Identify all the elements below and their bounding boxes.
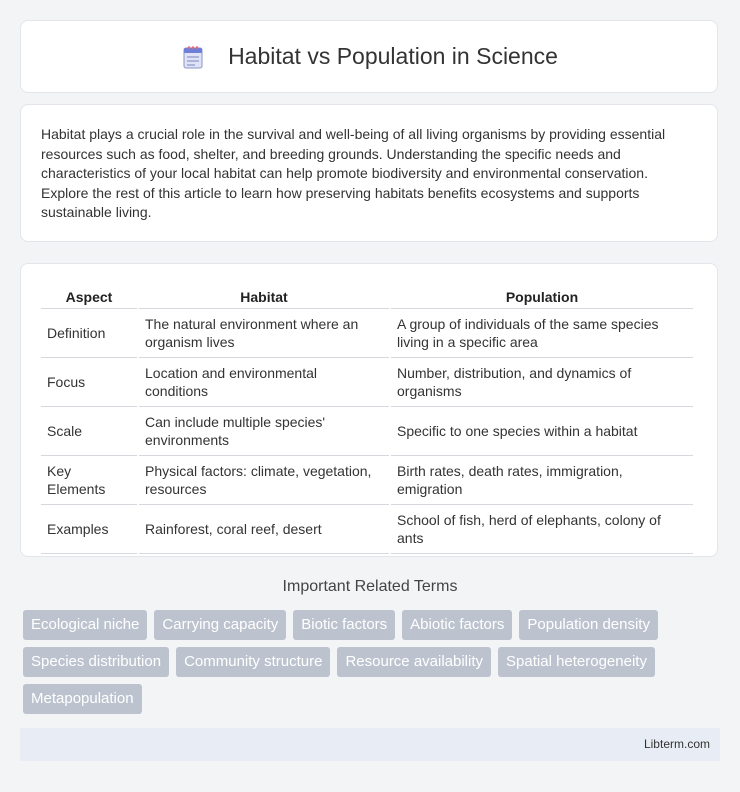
- cell-aspect: Scale: [41, 407, 137, 456]
- cell-aspect: Definition: [41, 309, 137, 358]
- comparison-table-card: [20, 263, 718, 557]
- intro-text: Habitat plays a crucial role in the survival and well-being of all living organisms by providing essential resources such as food, shelter, and breeding grounds. Understanding the specific needs and characteristics of your local habitat can help promote biodiversity and environmental conservation. Explore the rest of this article to learn how preserving habitats benefits ecosystems and supports sustainable living.: [41, 126, 666, 221]
- table-row: [41, 407, 693, 456]
- related-term-tag[interactable]: Ecological niche: [23, 610, 147, 640]
- related-term-tag[interactable]: Carrying capacity: [154, 610, 286, 640]
- comparison-table: [39, 284, 695, 554]
- header-population: Population: [391, 284, 693, 309]
- cell-population: A group of individuals of the same species living in a specific area: [391, 309, 693, 358]
- footer-brand[interactable]: Libterm.com: [643, 737, 710, 751]
- table-row: [41, 505, 693, 554]
- related-term-tag[interactable]: Metapopulation: [23, 684, 142, 714]
- table-row: [41, 456, 693, 505]
- cell-population: Specific to one species within a habitat: [391, 407, 693, 456]
- cell-habitat: The natural environment where an organism lives: [139, 309, 389, 358]
- header-aspect: Aspect: [41, 284, 137, 309]
- footer: [20, 728, 720, 761]
- header-habitat: Habitat: [139, 284, 389, 309]
- cell-aspect: Focus: [41, 358, 137, 407]
- related-term-tag[interactable]: Biotic factors: [293, 610, 395, 640]
- cell-population: Birth rates, death rates, immigration, emigration: [391, 456, 693, 505]
- cell-population: Number, distribution, and dynamics of organisms: [391, 358, 693, 407]
- cell-habitat: Physical factors: climate, vegetation, resources: [139, 456, 389, 505]
- notepad-icon: [180, 44, 206, 70]
- related-term-tag[interactable]: Spatial heterogeneity: [498, 647, 655, 677]
- cell-aspect: Key Elements: [41, 456, 137, 505]
- cell-habitat: Can include multiple species' environments: [139, 407, 389, 456]
- related-term-tag[interactable]: Community structure: [176, 647, 330, 677]
- page-title: Habitat vs Population in Science: [228, 43, 558, 69]
- cell-aspect: Examples: [41, 505, 137, 554]
- related-terms-list: [23, 610, 713, 714]
- table-row: [41, 358, 693, 407]
- cell-habitat: Location and environmental conditions: [139, 358, 389, 407]
- related-term-tag[interactable]: Population density: [519, 610, 658, 640]
- related-term-tag[interactable]: Abiotic factors: [402, 610, 512, 640]
- cell-habitat: Rainforest, coral reef, desert: [139, 505, 389, 554]
- related-terms-title: Important Related Terms: [282, 578, 458, 595]
- intro-card: [20, 104, 718, 242]
- related-term-tag[interactable]: Species distribution: [23, 647, 169, 677]
- cell-population: School of fish, herd of elephants, colony of ants: [391, 505, 693, 554]
- title-card: [20, 20, 718, 93]
- related-term-tag[interactable]: Resource availability: [337, 647, 491, 677]
- table-row: [41, 309, 693, 358]
- table-header-row: [41, 284, 693, 309]
